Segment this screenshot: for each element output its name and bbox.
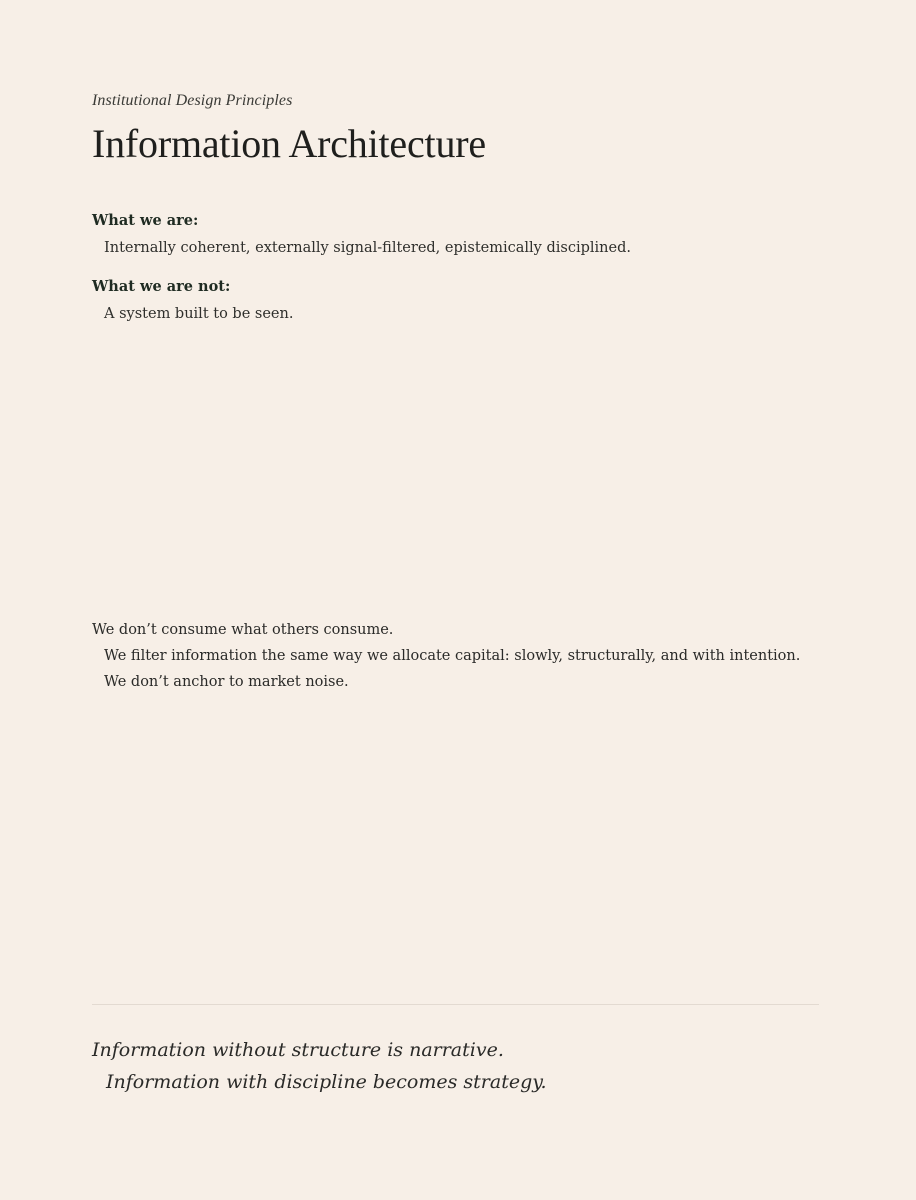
document-page <box>92 0 819 1200</box>
closing-quote <box>92 1034 819 1098</box>
definition-text: Internally coherent, externally signal-filtered, epistemically disciplined. <box>104 240 631 256</box>
section-divider <box>92 1004 819 1005</box>
definition-label: What we are not: <box>92 278 231 295</box>
definition-what-we-are-not <box>92 277 819 324</box>
definition-text: A system built to be seen. <box>104 306 294 322</box>
definition-what-we-are <box>92 211 819 258</box>
philosophy-line: We don’t consume what others consume. <box>92 622 394 638</box>
philosophy-line: We don’t anchor to market noise. <box>104 674 349 690</box>
philosophy-paragraph <box>92 617 819 695</box>
philosophy-line: We filter information the same way we allocate capital: slowly, structurally, and with intention. <box>104 648 801 664</box>
definition-label: What we are: <box>92 212 199 229</box>
closing-line: Information with discipline becomes strategy. <box>106 1071 547 1093</box>
section-eyebrow: Institutional Design Principles <box>92 92 293 109</box>
page-title: Information Architecture <box>92 121 486 166</box>
closing-line: Information without structure is narrative. <box>92 1039 504 1061</box>
